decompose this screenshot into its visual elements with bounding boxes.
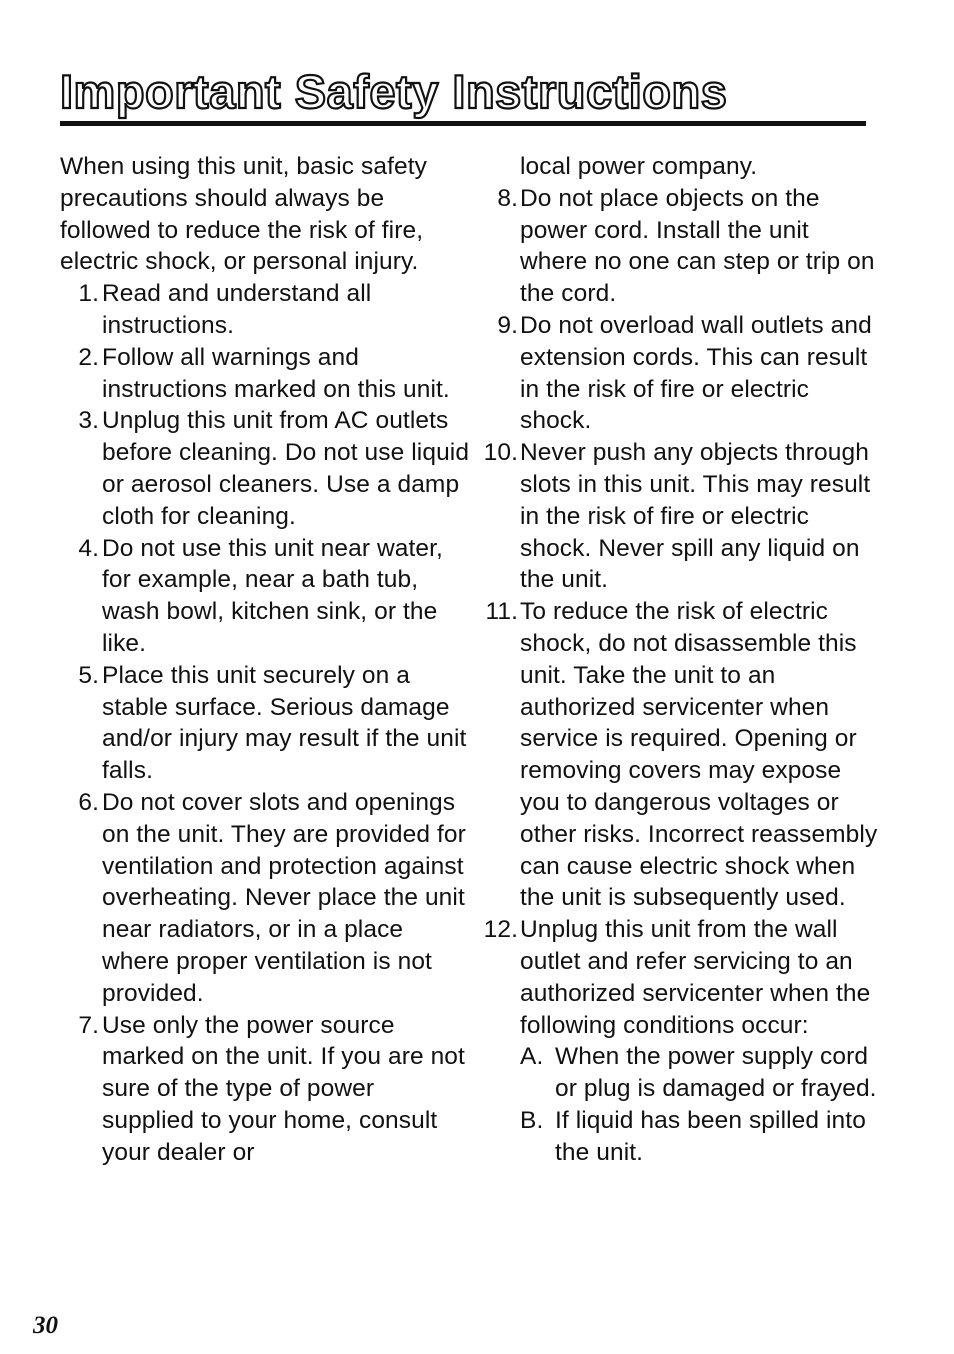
item-text: Do not place objects on the power cord. Install the unit where no one can step or trip on the cord. [520, 184, 875, 308]
left-column [60, 151, 470, 1169]
instruction-item-11 [478, 596, 878, 914]
item-text: Do not use this unit near water, for example, near a bath tub, wash bowl, kitchen sink, or the like. [102, 534, 443, 657]
item-7-continuation: local power company. [520, 153, 758, 180]
item-text: Never push any objects through slots in this unit. This may result in the risk of fire or electric shock. Never spill any liquid on the unit. [520, 439, 871, 594]
item-text: Use only the power source marked on the unit. If you are not sure of the type of power supplied to your home, consult your dealer or [102, 1011, 465, 1166]
subitem-letter: A. [520, 1043, 544, 1071]
instruction-item-10 [478, 437, 878, 596]
instruction-item-2 [60, 342, 470, 406]
page-title: Important Safety Instructions [60, 65, 728, 118]
item-number: 9. [497, 311, 518, 339]
instruction-item-8 [478, 183, 878, 310]
instruction-item-6 [60, 787, 470, 1010]
item-number: 6. [78, 788, 99, 816]
right-column [478, 151, 878, 1169]
item-number: 1. [78, 280, 99, 308]
item-number: 3. [78, 407, 99, 435]
item-text: Place this unit securely on a stable surface. Serious damage and/or injury may result if the unit falls. [102, 661, 467, 785]
item-number: 11. [485, 598, 518, 626]
item-text: Unplug this unit from the wall outlet and refer servicing to an authorized servicenter when the following conditions occur: [520, 916, 871, 1039]
subitem-b [520, 1105, 878, 1169]
instruction-item-9 [478, 310, 878, 437]
subitem-text: If liquid has been spilled into the unit. [555, 1106, 866, 1166]
item-text: Do not cover slots and openings on the unit. They are provided for ventilation and protection against overheating. Never place the unit near radiators, or in a place where proper ventilation is not provided. [102, 788, 466, 1007]
page-number: 30 [33, 1312, 58, 1339]
subitem-letter: B. [520, 1106, 544, 1134]
item-number: 10. [483, 439, 518, 467]
intro-paragraph: When using this unit, basic safety precautions should always be followed to reduce the risk of fire, electric shock, or personal injury. [60, 153, 427, 276]
item-text: Follow all warnings and instructions marked on this unit. [102, 343, 450, 403]
instruction-item-1 [60, 278, 470, 342]
item-number: 4. [78, 534, 99, 562]
title-rule [60, 121, 866, 126]
item-text: Unplug this unit from AC outlets before cleaning. Do not use liquid or aerosol cleaners. Use a damp cloth for cleaning. [102, 407, 470, 530]
item-text: Do not overload wall outlets and extension cords. This can result in the risk of fire or electric shock. [520, 311, 872, 435]
item-number: 12. [483, 916, 518, 944]
item-text: To reduce the risk of electric shock, do not disassemble this unit. Take the unit to an authorized servicenter when service is required. Opening or removing covers may expose you to dangerous voltages or other risks. Incorrect reassembly can cause electric shock when the unit is subsequently used. [520, 598, 878, 912]
item-number: 2. [78, 343, 99, 371]
instruction-item-7 [60, 1010, 470, 1169]
item-number: 5. [78, 661, 99, 689]
subitem-a [520, 1041, 878, 1105]
instruction-item-12 [478, 914, 878, 1041]
instruction-item-4 [60, 533, 470, 660]
instruction-item-3 [60, 405, 470, 532]
item-number: 8. [497, 184, 518, 212]
instruction-item-5 [60, 660, 470, 787]
subitem-text: When the power supply cord or plug is damaged or frayed. [555, 1043, 877, 1103]
item-number: 7. [78, 1011, 99, 1039]
item-text: Read and understand all instructions. [102, 280, 372, 339]
item-12-subitems [478, 1041, 878, 1168]
